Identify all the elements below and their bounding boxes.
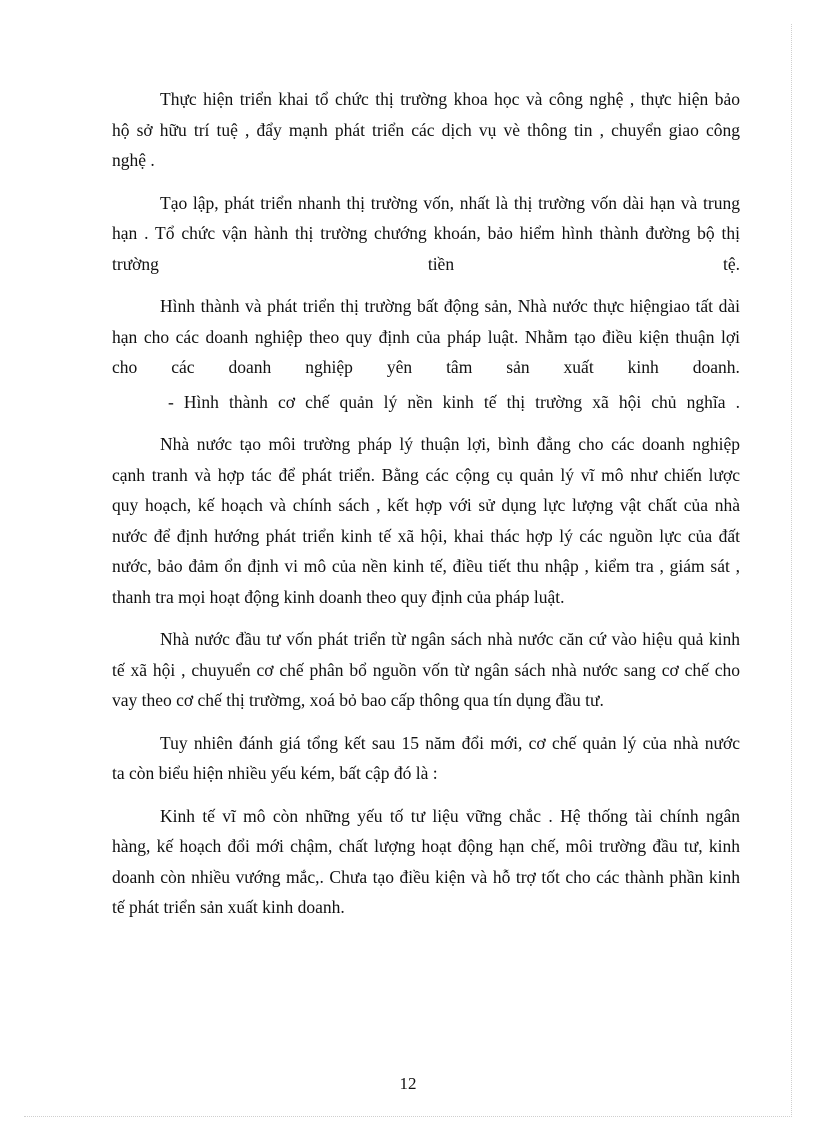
text-line: hộ sở hữu trí tuệ , đẩy mạnh phát triển các dịch vụ vè thông tin , chuyển giao công (112, 119, 740, 140)
word: xuất (563, 357, 594, 377)
paragraph-macro-weakness (112, 801, 740, 923)
text-line: quy hoạch, kế hoạch và chính sách , kết hợp với sử dụng lực lượng vật chất của nhà (112, 495, 740, 515)
paragraph-capital-market (112, 188, 740, 280)
word: cho (112, 357, 138, 377)
paragraph-assessment (112, 728, 740, 789)
text-line: vay theo cơ chế thị trườmg, xoá bỏ bao cấp thông qua tín dụng đầu tư. (112, 690, 604, 710)
spread-line (112, 249, 740, 280)
text-line: Thực hiện triển khai tổ chức thị trường khoa học và công nghệ , thực hiện bảo (160, 89, 740, 109)
text-line: doanh còn nhiều vướng mắc,. Chưa tạo điều kiện và hỗ trợ tốt cho các thành phần kinh (112, 866, 740, 887)
word: nghiệp (305, 357, 353, 377)
word: doanh (228, 357, 272, 377)
document-body (112, 84, 740, 935)
text-line: Kinh tế vĩ mô còn những yếu tố tư liệu vững chắc . Hệ thống tài chính ngân (160, 805, 740, 826)
word: trường (112, 253, 159, 274)
paragraph-state-investment (112, 624, 740, 716)
bullet-mechanism: - Hình thành cơ chế quản lý nền kinh tế thị trường xã hội chủ nghĩa . (168, 391, 740, 412)
text-line: nước, bảo đảm ổn định vi mô của nền kinh tế, điều tiết thu nhập , kiểm tra , giám sát , (112, 556, 740, 576)
word: tâm (446, 357, 473, 377)
word: yên (386, 357, 413, 377)
text-line: hạn . Tổ chức vận hành thị trường chướng khoán, bảo hiểm hình thành đường bộ thị (112, 223, 740, 243)
paragraph-science-market (112, 84, 740, 176)
spread-line (112, 352, 740, 383)
text-line: thanh tra mọi hoạt động kinh doanh theo quy định của pháp luật. (112, 586, 565, 607)
text-line: nghệ . (112, 150, 155, 170)
text-line: nước để định hướng phát triển kinh tế xã hội, khai thác hợp lý các nguồn lực của đất (112, 525, 740, 546)
text-line: Nhà nước tạo môi trường pháp lý thuận lợi, bình đẳng cho các doanh nghiệp (160, 434, 740, 454)
word: kinh (627, 357, 659, 377)
text-line: hàng, kế hoạch đổi mới chậm, chất lượng hoạt động hạn chế, môi trường đầu tư, kinh (112, 836, 740, 856)
paragraph-legal-environment (112, 429, 740, 612)
page-number: 12 (399, 1074, 417, 1093)
word: sản (506, 357, 530, 377)
text-line: hạn cho các doanh nghiệp theo quy định của pháp luật. Nhằm tạo điều kiện thuận lợi (112, 326, 740, 347)
word: các (171, 357, 195, 377)
paragraph-real-estate (112, 291, 740, 383)
word: tệ. (722, 253, 740, 274)
text-line: ta còn biểu hiện nhiều yếu kém, bất cập đó là : (112, 763, 438, 783)
text-line: Tuy nhiên đánh giá tổng kết sau 15 năm đổi mới, cơ chế quản lý của nhà nước (160, 732, 740, 753)
text-line: tế phát triển sản xuất kinh doanh. (112, 897, 345, 917)
word: doanh. (692, 357, 740, 377)
text-line: Hình thành và phát triển thị trường bất động sản, Nhà nước thực hiệngiao tất dài (160, 296, 740, 316)
text-line: Tạo lập, phát triển nhanh thị trường vốn, nhất là thị trường vốn dài hạn và trung (160, 192, 740, 213)
text-line: Nhà nước đầu tư vốn phát triển từ ngân sách nhà nước căn cứ vào hiệu quả kinh (160, 629, 740, 649)
word: tiền (427, 253, 455, 274)
text-line: tế xã hội , chuyuển cơ chế phân bổ nguồn vốn từ ngân sách nhà nước sang cơ chế cho (112, 659, 740, 680)
text-line: cạnh tranh và hợp tác để phát triển. Bằng các cộng cụ quản lý vĩ mô như chiến lược (112, 464, 740, 485)
